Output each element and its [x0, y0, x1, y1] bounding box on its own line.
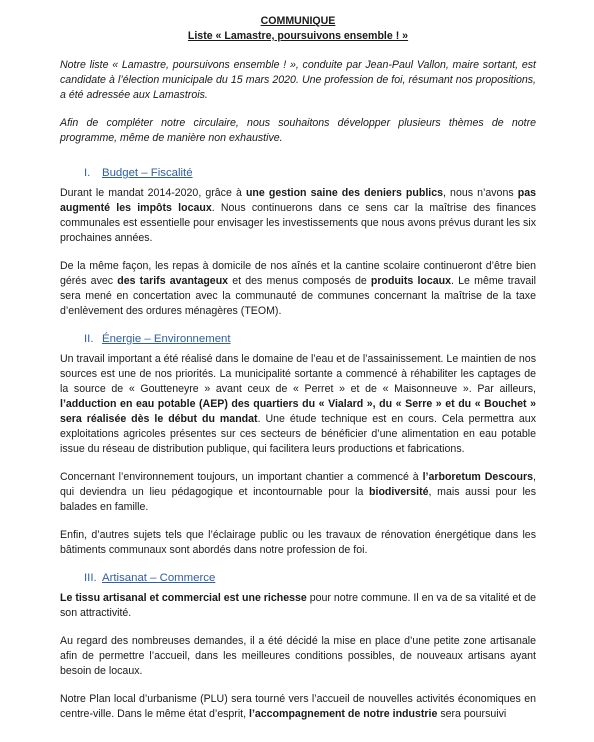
text-run: Durant le mandat 2014-2020, grâce à: [60, 187, 246, 199]
section-number: I.: [84, 167, 91, 179]
text-run: et des menus composés de: [228, 275, 371, 287]
bold-run: biodiversité: [369, 486, 429, 498]
text-run: . Le même travail sera mené en concertation avec la communauté de communes concernant la maîtrise de la taxe d’enlèvement des ordures ménagères (TEOM).: [60, 275, 537, 317]
bold-run: Le tissu artisanal et commercial est une richesse: [60, 592, 307, 604]
energie-paragraph-2: [60, 470, 536, 515]
bold-run: des tarifs avantageux: [117, 275, 229, 287]
text-run: . Nous continuerons dans ce sens car la maîtrise des finances communales est essentielle pour envisager les investissements que nous avons prévus durant les six prochaines années.: [60, 202, 536, 244]
energie-paragraph-1: [60, 352, 536, 457]
energie-paragraph-3: Enfin, d’autres sujets tels que l’éclairage public ou les travaux de rénovation énergétique dans les bâtiments communaux sont abordés dans notre profession de foi.: [60, 529, 536, 556]
artisanat-paragraph-2: Au regard des nombreuses demandes, il a été décidé la mise en place d’une petite zone artisanale afin de permettre l’accueil, dans les meilleures conditions possibles, de nouveaux artisans ayant besoin de locaux.: [60, 635, 536, 677]
bold-run: l’accompagnement de notre industrie: [249, 708, 438, 720]
text-run: Notre Plan local d’urbanisme (PLU) sera tourné vers l’accueil de nouvelles activités économiques en centre-ville. Dans le même état d’esprit,: [60, 693, 536, 720]
document-subtitle: Liste « Lamastre, poursuivons ensemble ! »: [187, 30, 409, 42]
text-run: , mais aussi pour les balades en famille.: [60, 486, 536, 513]
section-number: II.: [84, 333, 94, 345]
text-run: pour notre commune. Il en va de sa vitalité et de son attractivité.: [60, 592, 536, 619]
section-number: III.: [84, 572, 97, 584]
text-run: Un travail important a été réalisé dans le domaine de l’eau et de l’assainissement. Le maintien de nos sources est une de nos priorités. La municipalité sortante a commencé à réhabiliter les captages de la source de « Goutteneyre » avant ceux de « Perret » et de « Maisonneuve ». Par ailleurs,: [60, 353, 536, 395]
section-heading-energie: [84, 332, 536, 347]
section-heading-budget: [84, 166, 536, 181]
section-title: Énergie – Environnement: [102, 333, 231, 345]
budget-paragraph-1: [60, 186, 536, 246]
bold-run: l’adduction en eau potable (AEP) des quartiers du « Vialard », du « Serre » et du « Bouchet » sera réalisée dès le début du mandat: [60, 398, 536, 425]
intro-paragraph-2: Afin de compléter notre circulaire, nous souhaitons développer plusieurs thèmes de notre programme, même de manière non exhaustive.: [60, 117, 536, 144]
bold-run: l’arboretum Descours: [422, 471, 534, 483]
text-run: , qui deviendra un lieu pédagogique et incontournable pour la: [60, 471, 536, 498]
document-page: [60, 14, 536, 735]
text-run: , nous n’avons: [443, 187, 518, 199]
artisanat-paragraph-3: [60, 692, 536, 722]
bold-run: pas augmenté les impôts locaux: [60, 187, 536, 214]
text-run: Concernant l’environnement toujours, un important chantier a commencé à: [60, 471, 423, 483]
budget-paragraph-2: [60, 259, 536, 319]
artisanat-paragraph-1: [60, 591, 536, 621]
bold-run: produits locaux: [370, 275, 452, 287]
text-run: . Une étude technique est en cours. Cela permettra aux exploitations agricoles présentes sur ces secteurs de bénéficier d’une alimentation en eau potable issue du réseau de distribution publique, qui facilitera leurs productions et fabrications.: [60, 413, 536, 455]
section-title: Budget – Fiscalité: [102, 167, 193, 179]
document-title: COMMUNIQUE: [260, 15, 336, 27]
section-title: Artisanat – Commerce: [102, 572, 216, 584]
text-run: sera poursuivi: [437, 708, 507, 720]
intro-paragraph-1: Notre liste « Lamastre, poursuivons ensemble ! », conduite par Jean-Paul Vallon, maire sortant, est candidate à l’élection municipale du 15 mars 2020. Une profession de foi, résumant nos propositions, a été adressée aux Lamastrois.: [60, 59, 536, 101]
text-run: De la même façon, les repas à domicile de nos aînés et la cantine scolaire continueront d’être bien gérés avec: [60, 260, 536, 287]
section-heading-artisanat: [84, 571, 536, 586]
bold-run: une gestion saine des deniers publics: [245, 187, 444, 199]
